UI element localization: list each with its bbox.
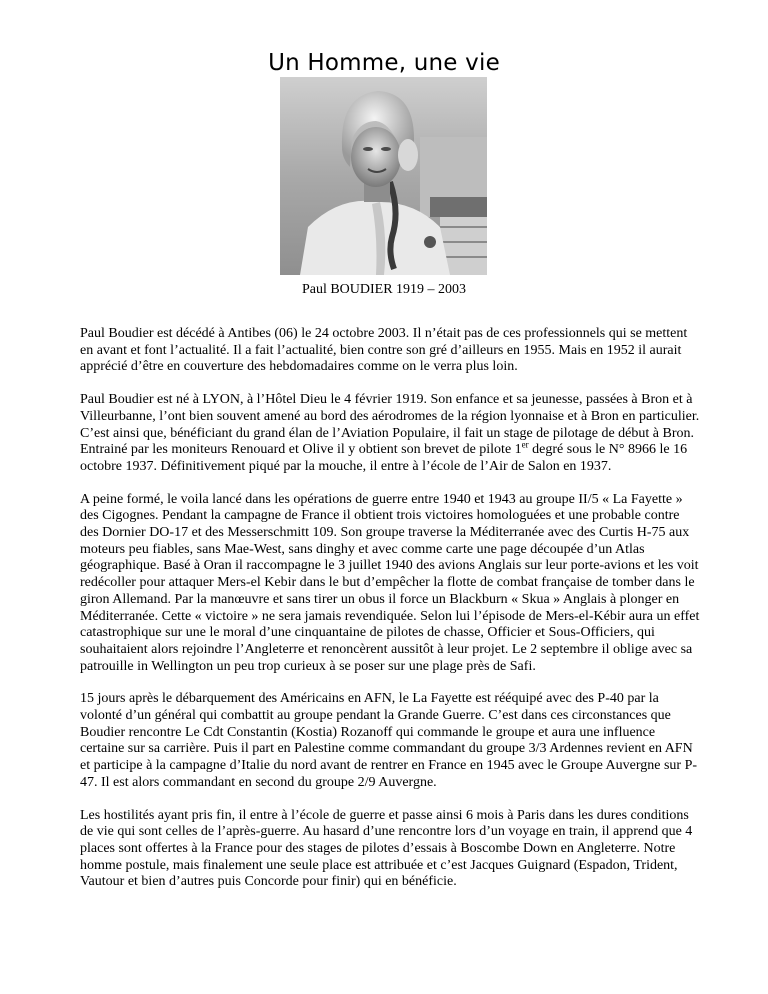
paragraph-text: degré sous le N° 8966 le 16 octobre 1937. Définitivement piqué par la mouche, il entre à l’école de l’Air de Salon en 1937. xyxy=(80,442,688,474)
superscript: er xyxy=(521,439,529,450)
photo-caption: Paul BOUDIER 1919 – 2003 xyxy=(301,282,467,297)
paragraph-text: Paul Boudier est né à LYON, à l’Hôtel Dieu le 4 février 1919. Son enfance et sa jeunesse, passées à Bron et à Villeurbanne, l’ont bien souvent amené au bord des aérodromes de la région lyonnaise et à Bron en particulier. C’est ainsi que, bénéficiant du grand élan de l’Aviation Populaire, il fait un stage de pilotage de début à Bron. Entrainé par les moniteurs Renouard et Olive il y obtient son brevet de pilote 1 xyxy=(80,392,700,458)
paragraph: Paul Boudier est décédé à Antibes (06) le 24 octobre 2003. Il n’était pas de ces professionnels qui se mettent en avant et font l’actualité. Il a fait l’actualité, bien contre son gré d’ailleurs en 1955. Mais en 1952 il aurait apprécié d’être en couverture des hebdomadaires comme on le verra plus loin. xyxy=(80,326,688,375)
pilot-portrait-image xyxy=(280,77,487,275)
portrait-photo xyxy=(280,77,487,275)
paragraph: A peine formé, le voila lancé dans les opérations de guerre entre 1940 et 1943 au groupe II/5 « La Fayette » des Cigognes. Pendant la campagne de France il obtient trois victoires homologuées et une probable contre des Dornier DO-17 et des Messerschmitt 109. Son groupe traverse la Méditerranée avec des Curtis H-75 aux moteurs peu fiables, sans Mae-West, sans dinghy et avec comme carte une page découpée d’un Atlas géographique. Basé à Oran il raccompagne le 3 juillet 1940 des avions Anglais sur leur porte-avions et les voit redécoller pour attaquer Mers-el Kebir dans le but d’empêcher la flotte de combat française de tomber dans le giron Allemand. Par la manœuvre et sans tirer un obus il force un Blackburn « Skua » Anglais à plonger en Méditerranée. Cette « victoire » ne sera jamais revendiquée. Selon lui l’épisode de Mers-el-Kébir aura un effet catastrophique sur une le moral d’une cinquantaine de pilotes de chasse, Officier et Sous-Officiers, qui souhaitaient alors rejoindre l’Angleterre et renoncèrent aussitôt à leur projet. Le 2 septembre il oblige avec sa patrouille in Wellington un peu trop curieux à se poser sur une plage près de Safi. xyxy=(80,491,700,674)
page-title: Un Homme, une vie xyxy=(268,50,500,76)
paragraph xyxy=(80,392,700,476)
paragraph: 15 jours après le débarquement des Américains en AFN, le La Fayette est rééquipé avec des P-40 par la volonté d’un général qui combattit au groupe pendant la Grande Guerre. C’est dans ces circonstances que Boudier rencontre Le Cdt Constantin (Kostia) Rozanoff qui commande le groupe et aura une influence certaine sur sa carrière. Puis il part en Palestine comme commandant du groupe 3/3 Ardennes revient en AFN et participe à la campagne d’Italie du nord avant de rentrer en France en 1945 avec le Groupe Auvergne sur P-47. Il est alors commandant en second du groupe 2/9 Auvergne. xyxy=(80,691,698,790)
article-body xyxy=(80,326,700,907)
paragraph: Les hostilités ayant pris fin, il entre à l’école de guerre et passe ainsi 6 mois à Paris dans les dures conditions de vie qui sont celles de l’après-guerre. Au hasard d’une rencontre lors d’un voyage en train, il apprend que 4 places sont offertes à la France pour des stages de pilotes d’essais à Boscombe Down en Angleterre. Notre homme postule, mais finalement une seule place est attribuée et c’est Jacques Guignard (Espadon, Trident, Vautour et bien d’autres puis Concorde pour finir) qui en bénéficie. xyxy=(80,807,693,890)
